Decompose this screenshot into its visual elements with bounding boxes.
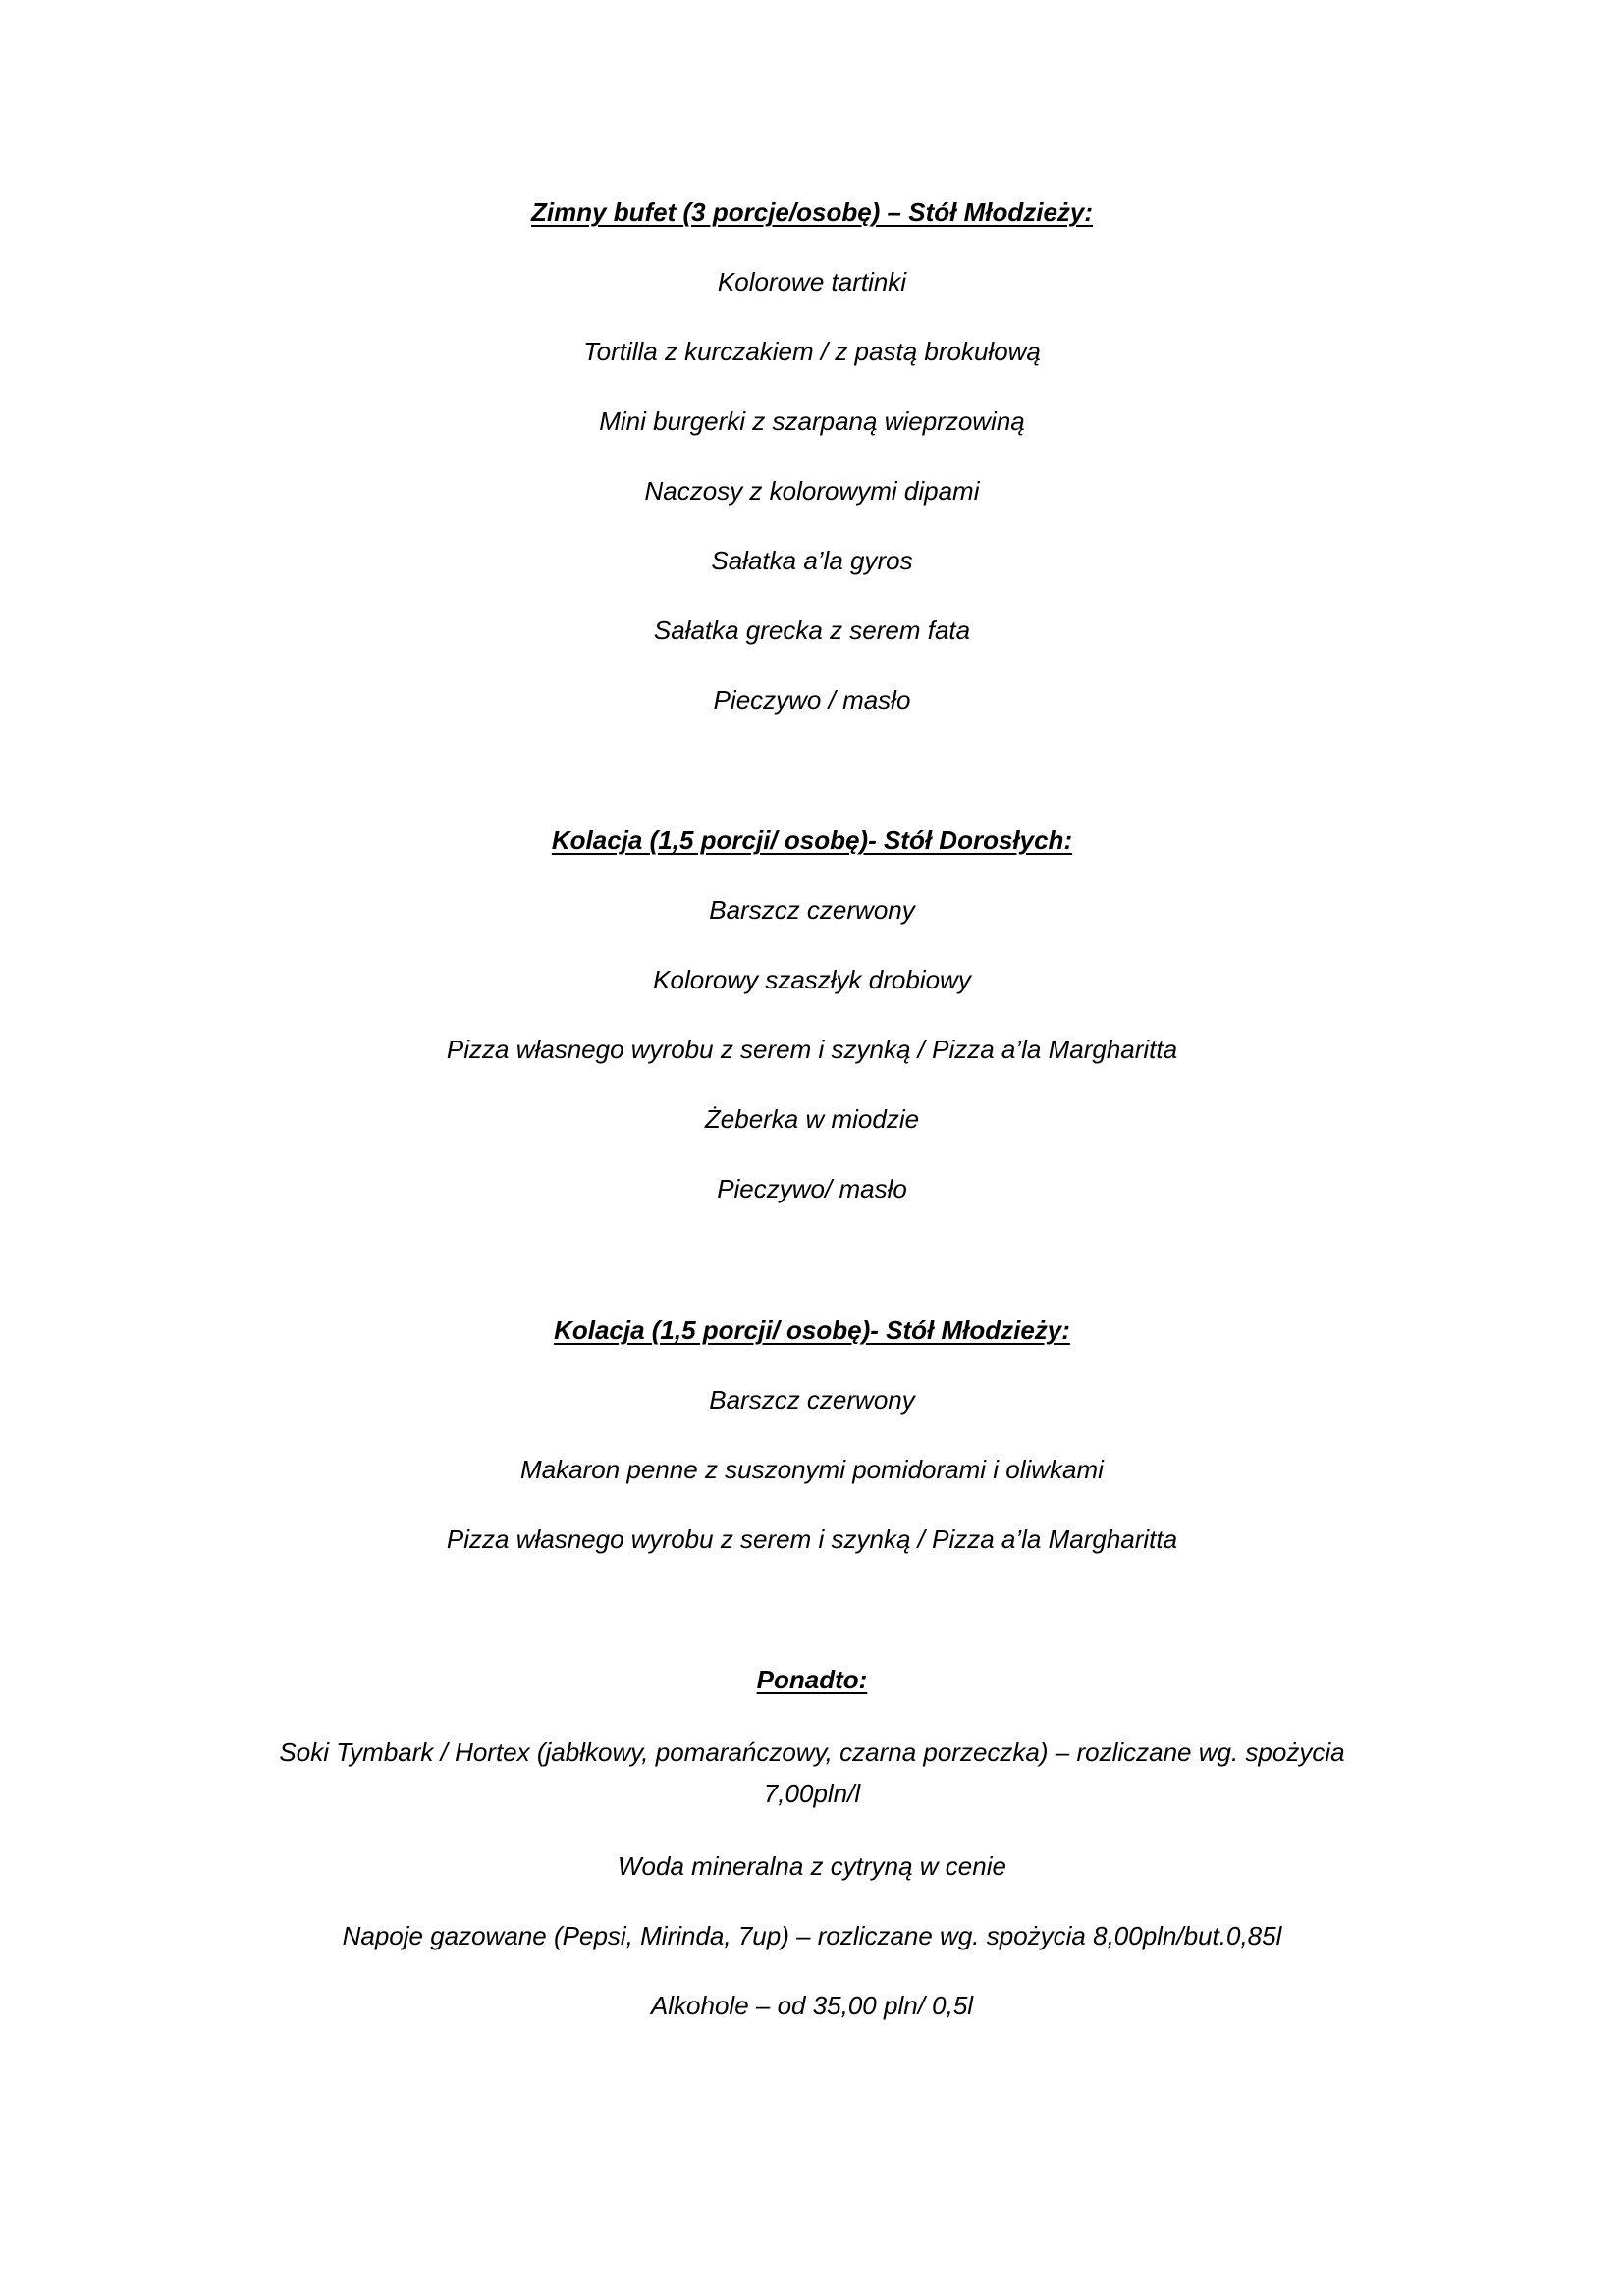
menu-item: Sałatka a’la gyros xyxy=(711,546,913,575)
menu-item: Barszcz czerwony xyxy=(709,895,915,925)
section-heading: Kolacja (1,5 porcji/ osobę)- Stół Dorosłych: xyxy=(551,826,1073,855)
menu-item: Tortilla z kurczakiem / z pastą brokułową xyxy=(583,337,1041,366)
menu-item: Żeberka w miodzie xyxy=(704,1104,920,1134)
section-heading: Kolacja (1,5 porcji/ osobę)- Stół Młodzieży: xyxy=(554,1315,1070,1345)
menu-item: Naczosy z kolorowymi dipami xyxy=(644,476,980,506)
menu-item: Sałatka grecka z serem fata xyxy=(653,615,971,645)
menu-item: Kolorowe tartinki xyxy=(717,267,907,296)
section-cold-buffet-youth xyxy=(236,194,1388,718)
menu-item: Pizza własnego wyrobu z serem i szynką / Pizza a’la Margharitta xyxy=(446,1035,1178,1064)
menu-item: Pizza własnego wyrobu z serem i szynką / Pizza a’la Margharitta xyxy=(446,1524,1178,1554)
section-dinner-youth xyxy=(236,1312,1388,1557)
menu-item: Pieczywo/ masło xyxy=(717,1174,907,1203)
section-heading: Ponadto: xyxy=(756,1665,868,1694)
section-additionally xyxy=(236,1662,1388,2023)
section-dinner-adults xyxy=(236,823,1388,1206)
section-heading: Zimny bufet (3 porcje/osobę) – Stół Młodzieży: xyxy=(530,197,1094,227)
menu-item: Alkohole – od 35,00 pln/ 0,5l xyxy=(650,1991,974,2020)
menu-item: Makaron penne z suszonymi pomidorami i oliwkami xyxy=(520,1455,1104,1484)
menu-item: Napoje gazowane (Pepsi, Mirinda, 7up) – rozliczane wg. spożycia 8,00pln/but.0,85l xyxy=(342,1921,1282,1950)
menu-item: Mini burgerki z szarpaną wieprzowiną xyxy=(599,406,1025,436)
menu-item: Barszcz czerwony xyxy=(709,1385,915,1415)
menu-item: Soki Tymbark / Hortex (jabłkowy, pomarańczowy, czarna porzeczka) – rozliczane wg. spożycia 7,00pln/l xyxy=(279,1737,1345,1808)
menu-item: Kolorowy szaszłyk drobiowy xyxy=(653,965,971,994)
menu-item: Pieczywo / masło xyxy=(713,685,911,715)
menu-item: Woda mineralna z cytryną w cenie xyxy=(618,1851,1006,1881)
